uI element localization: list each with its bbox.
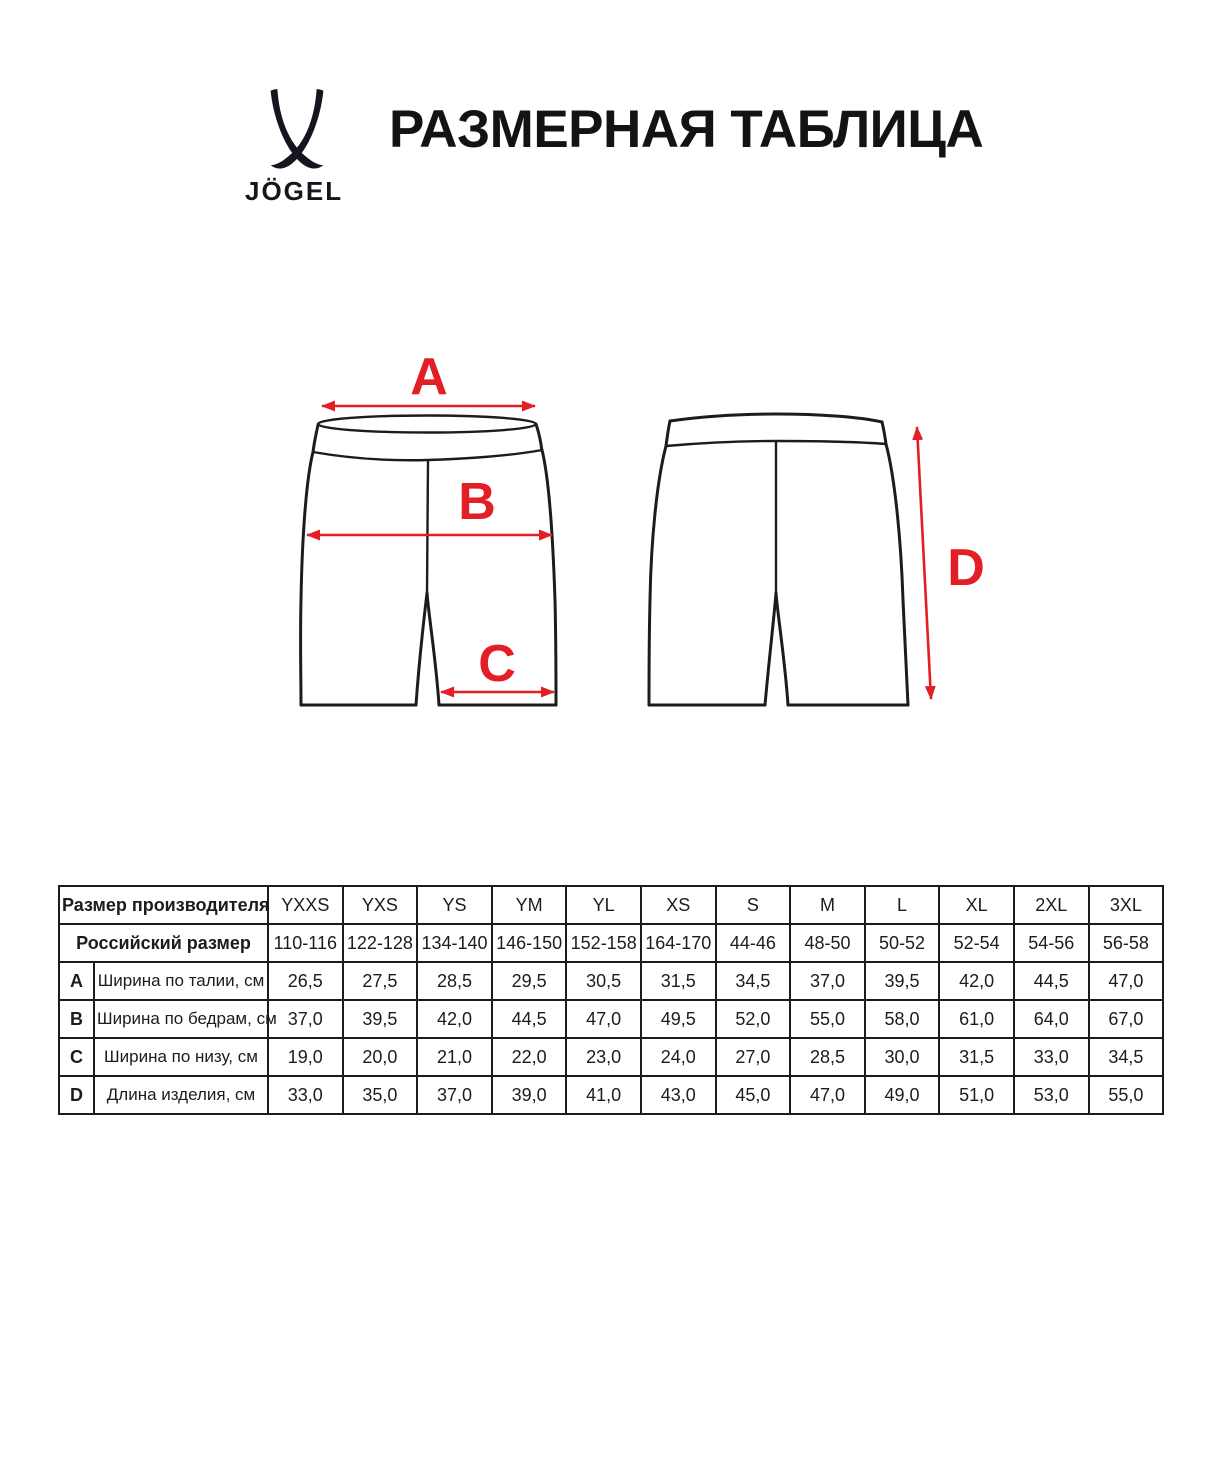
size-table-body [59,886,1163,1114]
value-cell: 26,5 [268,962,343,1000]
russian-size-cell: 56-58 [1089,924,1164,962]
value-cell: 53,0 [1014,1076,1089,1114]
value-cell: 47,0 [1089,962,1164,1000]
value-cell: 67,0 [1089,1000,1164,1038]
value-cell: 58,0 [865,1000,940,1038]
size-header-cell: L [865,886,940,924]
label-c: C [478,635,516,693]
value-cell: 39,5 [343,1000,418,1038]
size-header-cell: YS [417,886,492,924]
value-cell: 39,0 [492,1076,567,1114]
value-cell: 31,5 [641,962,716,1000]
value-cell: 22,0 [492,1038,567,1076]
russian-size-cell: 52-54 [939,924,1014,962]
size-header-cell: XL [939,886,1014,924]
russian-size-cell: 50-52 [865,924,940,962]
manufacturer-size-label: Размер производителя [59,886,268,924]
value-cell: 28,5 [790,1038,865,1076]
value-cell: 28,5 [417,962,492,1000]
value-cell: 49,0 [865,1076,940,1114]
value-cell: 43,0 [641,1076,716,1114]
measure-row-a [59,962,1163,1000]
value-cell: 52,0 [716,1000,791,1038]
value-cell: 34,5 [1089,1038,1164,1076]
value-cell: 33,0 [268,1076,343,1114]
value-cell: 37,0 [790,962,865,1000]
size-header-cell: YXS [343,886,418,924]
value-cell: 29,5 [492,962,567,1000]
russian-size-cell: 44-46 [716,924,791,962]
measure-label-cell: Ширина по бедрам, см [94,1000,268,1038]
value-cell: 37,0 [417,1076,492,1114]
size-header-cell: YM [492,886,567,924]
value-cell: 47,0 [566,1000,641,1038]
value-cell: 39,5 [865,962,940,1000]
russian-size-cell: 110-116 [268,924,343,962]
value-cell: 27,5 [343,962,418,1000]
shorts-back-view [649,414,908,705]
measure-label-cell: Длина изделия, см [94,1076,268,1114]
measure-label-cell: Ширина по низу, см [94,1038,268,1076]
measure-letter-cell: B [59,1000,94,1038]
value-cell: 24,0 [641,1038,716,1076]
value-cell: 23,0 [566,1038,641,1076]
size-header-cell: 2XL [1014,886,1089,924]
value-cell: 27,0 [716,1038,791,1076]
value-cell: 45,0 [716,1076,791,1114]
russian-size-cell: 164-170 [641,924,716,962]
russian-size-cell: 122-128 [343,924,418,962]
manufacturer-size-row [59,886,1163,924]
measure-label-cell: Ширина по талии, см [94,962,268,1000]
measure-row-c [59,1038,1163,1076]
value-cell: 35,0 [343,1076,418,1114]
value-cell: 51,0 [939,1076,1014,1114]
size-header-cell: M [790,886,865,924]
measure-letter-cell: C [59,1038,94,1076]
value-cell: 30,0 [865,1038,940,1076]
value-cell: 19,0 [268,1038,343,1076]
russian-size-label: Российский размер [59,924,268,962]
size-header-cell: YXXS [268,886,343,924]
length-d-arrow [917,427,931,699]
value-cell: 61,0 [939,1000,1014,1038]
value-cell: 37,0 [268,1000,343,1038]
label-d: D [947,539,985,597]
size-header-cell: S [716,886,791,924]
russian-size-cell: 134-140 [417,924,492,962]
measure-letter-cell: A [59,962,94,1000]
value-cell: 44,5 [492,1000,567,1038]
dimension-arrows [307,406,931,699]
measure-letter-cell: D [59,1076,94,1114]
label-b: B [458,473,496,531]
value-cell: 47,0 [790,1076,865,1114]
value-cell: 41,0 [566,1076,641,1114]
value-cell: 49,5 [641,1000,716,1038]
value-cell: 42,0 [939,962,1014,1000]
size-header-cell: 3XL [1089,886,1164,924]
value-cell: 33,0 [1014,1038,1089,1076]
value-cell: 21,0 [417,1038,492,1076]
page-title: РАЗМЕРНАЯ ТАБЛИЦА [389,100,984,159]
russian-size-row [59,924,1163,962]
measure-row-b [59,1000,1163,1038]
russian-size-cell: 152-158 [566,924,641,962]
value-cell: 55,0 [1089,1076,1164,1114]
value-cell: 42,0 [417,1000,492,1038]
brand-wordmark: JÖGEL [245,176,344,206]
label-a: A [410,348,448,406]
shorts-front-view [301,416,556,706]
size-header-cell: XS [641,886,716,924]
russian-size-cell: 48-50 [790,924,865,962]
russian-size-cell: 54-56 [1014,924,1089,962]
measure-row-d [59,1076,1163,1114]
size-table [58,885,1164,1115]
value-cell: 55,0 [790,1000,865,1038]
value-cell: 20,0 [343,1038,418,1076]
size-header-cell: YL [566,886,641,924]
value-cell: 64,0 [1014,1000,1089,1038]
value-cell: 31,5 [939,1038,1014,1076]
russian-size-cell: 146-150 [492,924,567,962]
value-cell: 34,5 [716,962,791,1000]
value-cell: 30,5 [566,962,641,1000]
value-cell: 44,5 [1014,962,1089,1000]
